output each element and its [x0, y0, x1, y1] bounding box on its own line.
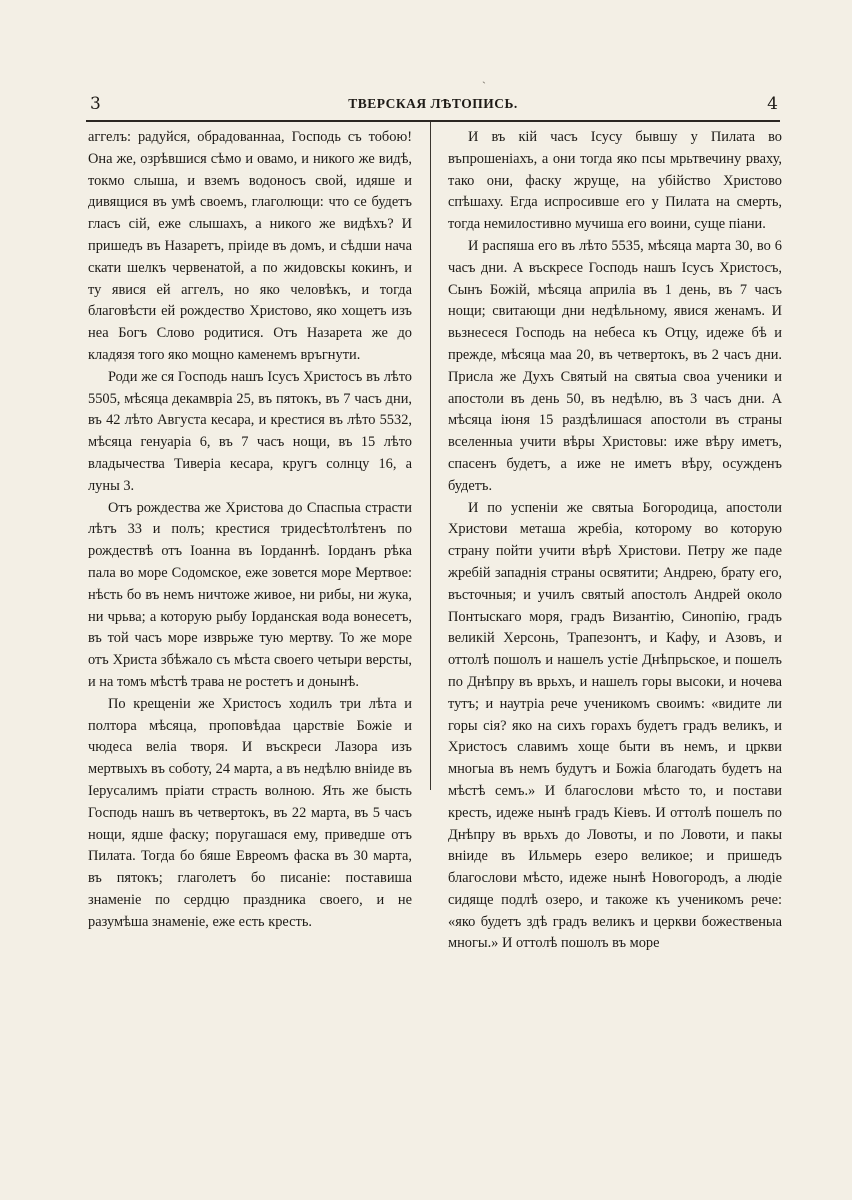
page-number-left: 3 — [90, 94, 101, 114]
column-divider — [430, 122, 431, 790]
paragraph: аггелъ: радуйся, обрадованнаа, Господь съ тобою! Она же, озрѣвшися сѣмо и овамо, и никого же видѣ, токмо слыша, и вземъ водоносъ свой, идяше и дивящися въ умѣ своемъ, глаголющи: что се будетъ гласъ сій, еже слышахъ, а никого же видѣхъ? И пришедъ въ Назаретъ, пріиде въ домъ, и сѣдши нача скати шелкъ червенатой, а по жидовскы кокинъ, и ту явися ей аггелъ, но яко человѣкъ, и тогда благовѣсти ей рождество Христово, яко хощетъ изъ неа Богъ Слово родитися. Отъ Назарета же до кладязя того яко мощно каменемъ връгнути. — [88, 129, 412, 363]
paragraph: И въ кій часъ Iсусу бывшу у Пилата во въпрошенiахъ, а они тогда яко псы мрьтвечину рваху, тако они, фаску жруще, на убiйство Христово спѣшаху. Егда испросивше его у Пилата на смерть, тогда немилостивно мучиша его воини, суще пiани. — [448, 129, 782, 233]
page-header — [86, 94, 780, 116]
ink-mark: ˏ — [482, 70, 486, 84]
page-number-right: 4 — [767, 94, 778, 114]
paragraph: И по успенiи же святыа Богородица, апостоли Христови меташа жребiа, которому во которую страну пойти учити вѣрѣ Христови. Петру же паде жребiй западнiя страны освятити; Андрею, брату его, въсточныя; и училъ святый апостолъ Андрей около Понтыскаго моря, градъ Византiю, Синопiю, градъ великiй Херсонь, Трапезонтъ, и Кафу, и Азовъ, и оттолѣ пошолъ и нашелъ устiе Днѣпрьское, и пошелъ по Днѣпру въ врьхъ, и нашелъ горы высоки, и ночева тутъ; и наутрiа рече ученикомъ своимъ: «видите ли горы сiя? яко на сихъ горахъ будетъ градъ великъ, и Христосъ славимъ хоще быти въ немъ, и цркви многыа въ немъ будутъ и Божiа благодать будетъ на мѣстѣ семъ.» И благослови мѣсто то, и постави кресть, идеже нынѣ градъ Кiевъ. И оттолѣ пошелъ по Днѣпру въ врьхъ до Ловоты, и по Ловоти, и пакы внiиде въ Ильмерь езеро великое; и пришедъ благослови мѣсто, идеже нынѣ Новогородъ, а людiе сидяще подлѣ озеро, и такоже къ ученикомъ рече: «яко будетъ здѣ градъ великъ и церкви божественыа многы.» И оттолѣ пошолъ въ море — [448, 499, 782, 952]
paragraph: Роди же ся Господь нашъ Iсусъ Христосъ въ лѣто 5505, мѣсяца декамврiа 25, въ пятокъ, въ 7 часъ дни, въ 42 лѣто Августа кесара, и крестися въ лѣто 5532, мѣсяца генуарiа 6, въ 7 часъ нощи, въ 15 лѣто владычества Тиверiа кесара, кругъ солнцу 16, а луны 3. — [88, 368, 412, 494]
running-title: ТВЕРСКАЯ ЛѢТОПИСЬ. — [348, 96, 518, 111]
paragraph: И распяша его въ лѣто 5535, мѣсяца марта 30, во 6 часъ дни. А въскресе Господь нашъ Iсусъ Христосъ, Сынъ Божiй, мѣсяца априліа въ 1 день, въ 7 часъ нощи; свитающи дни недѣльному, явися женамъ. И вьзнесеся Господь на небеса къ Отцу, идеже бѣ и прежде, мѣсяца маа 20, въ четвертокъ, въ 2 часъ дни. Присла же Духъ Святый на святыа своа ученики и апостоли въ день 50, въ недѣлю, въ 3 часъ дни. А мѣсяца iюня 15 раздѣлишася апостоли въ страны вселенныа учити вѣры Христовы: иже вѣру иметъ, спасенъ будетъ, а иже не иметъ вѣру, осужденъ будетъ. — [448, 237, 782, 494]
paragraph: По крещенiи же Христосъ ходилъ три лѣта и полтора мѣсяца, проповѣдаа царствiе Божiе и чюдеса веліа творя. И въскреси Лазора изъ мертвыхъ въ соботу, 24 марта, а въ недѣлю внiиде въ Iерусалимъ пріати страсть волною. Ять же бысть Господь нашъ въ четвертокъ, въ 22 марта, въ 5 часъ нощи, ядше фаску; поругашася ему, приведше отъ Пилата. Тогда бо бяше Евреомъ фаска въ 30 марта, въ пятокъ; глаголетъ бо писанiе: поставиша знаменiе по сердцю праздника своего, и не разумѣша знаменiе, еже есть кресть. — [88, 695, 412, 930]
paragraph: Отъ рождества же Христова до Спаспыа страсти лѣтъ 33 и полъ; крестися тридесѣтолѣтенъ по рождествѣ отъ Iоанна въ Iорданнѣ. Iорданъ рѣка пала во море Содомское, еже зовется море Мертвое: нѣсть бо въ немъ ничтоже живое, ни рибы, ни жука, ни чрьва; а которую рыбу Iорданская вода вонесетъ, въ той часъ море изврьже тую мертву. То же море отъ Христа збѣжало съ мѣста своего четыри версты, и на томъ мѣстѣ трава не ростетъ и донынѣ. — [88, 499, 412, 690]
left-column — [88, 127, 412, 933]
right-column — [448, 127, 782, 955]
header-rule — [86, 120, 780, 122]
